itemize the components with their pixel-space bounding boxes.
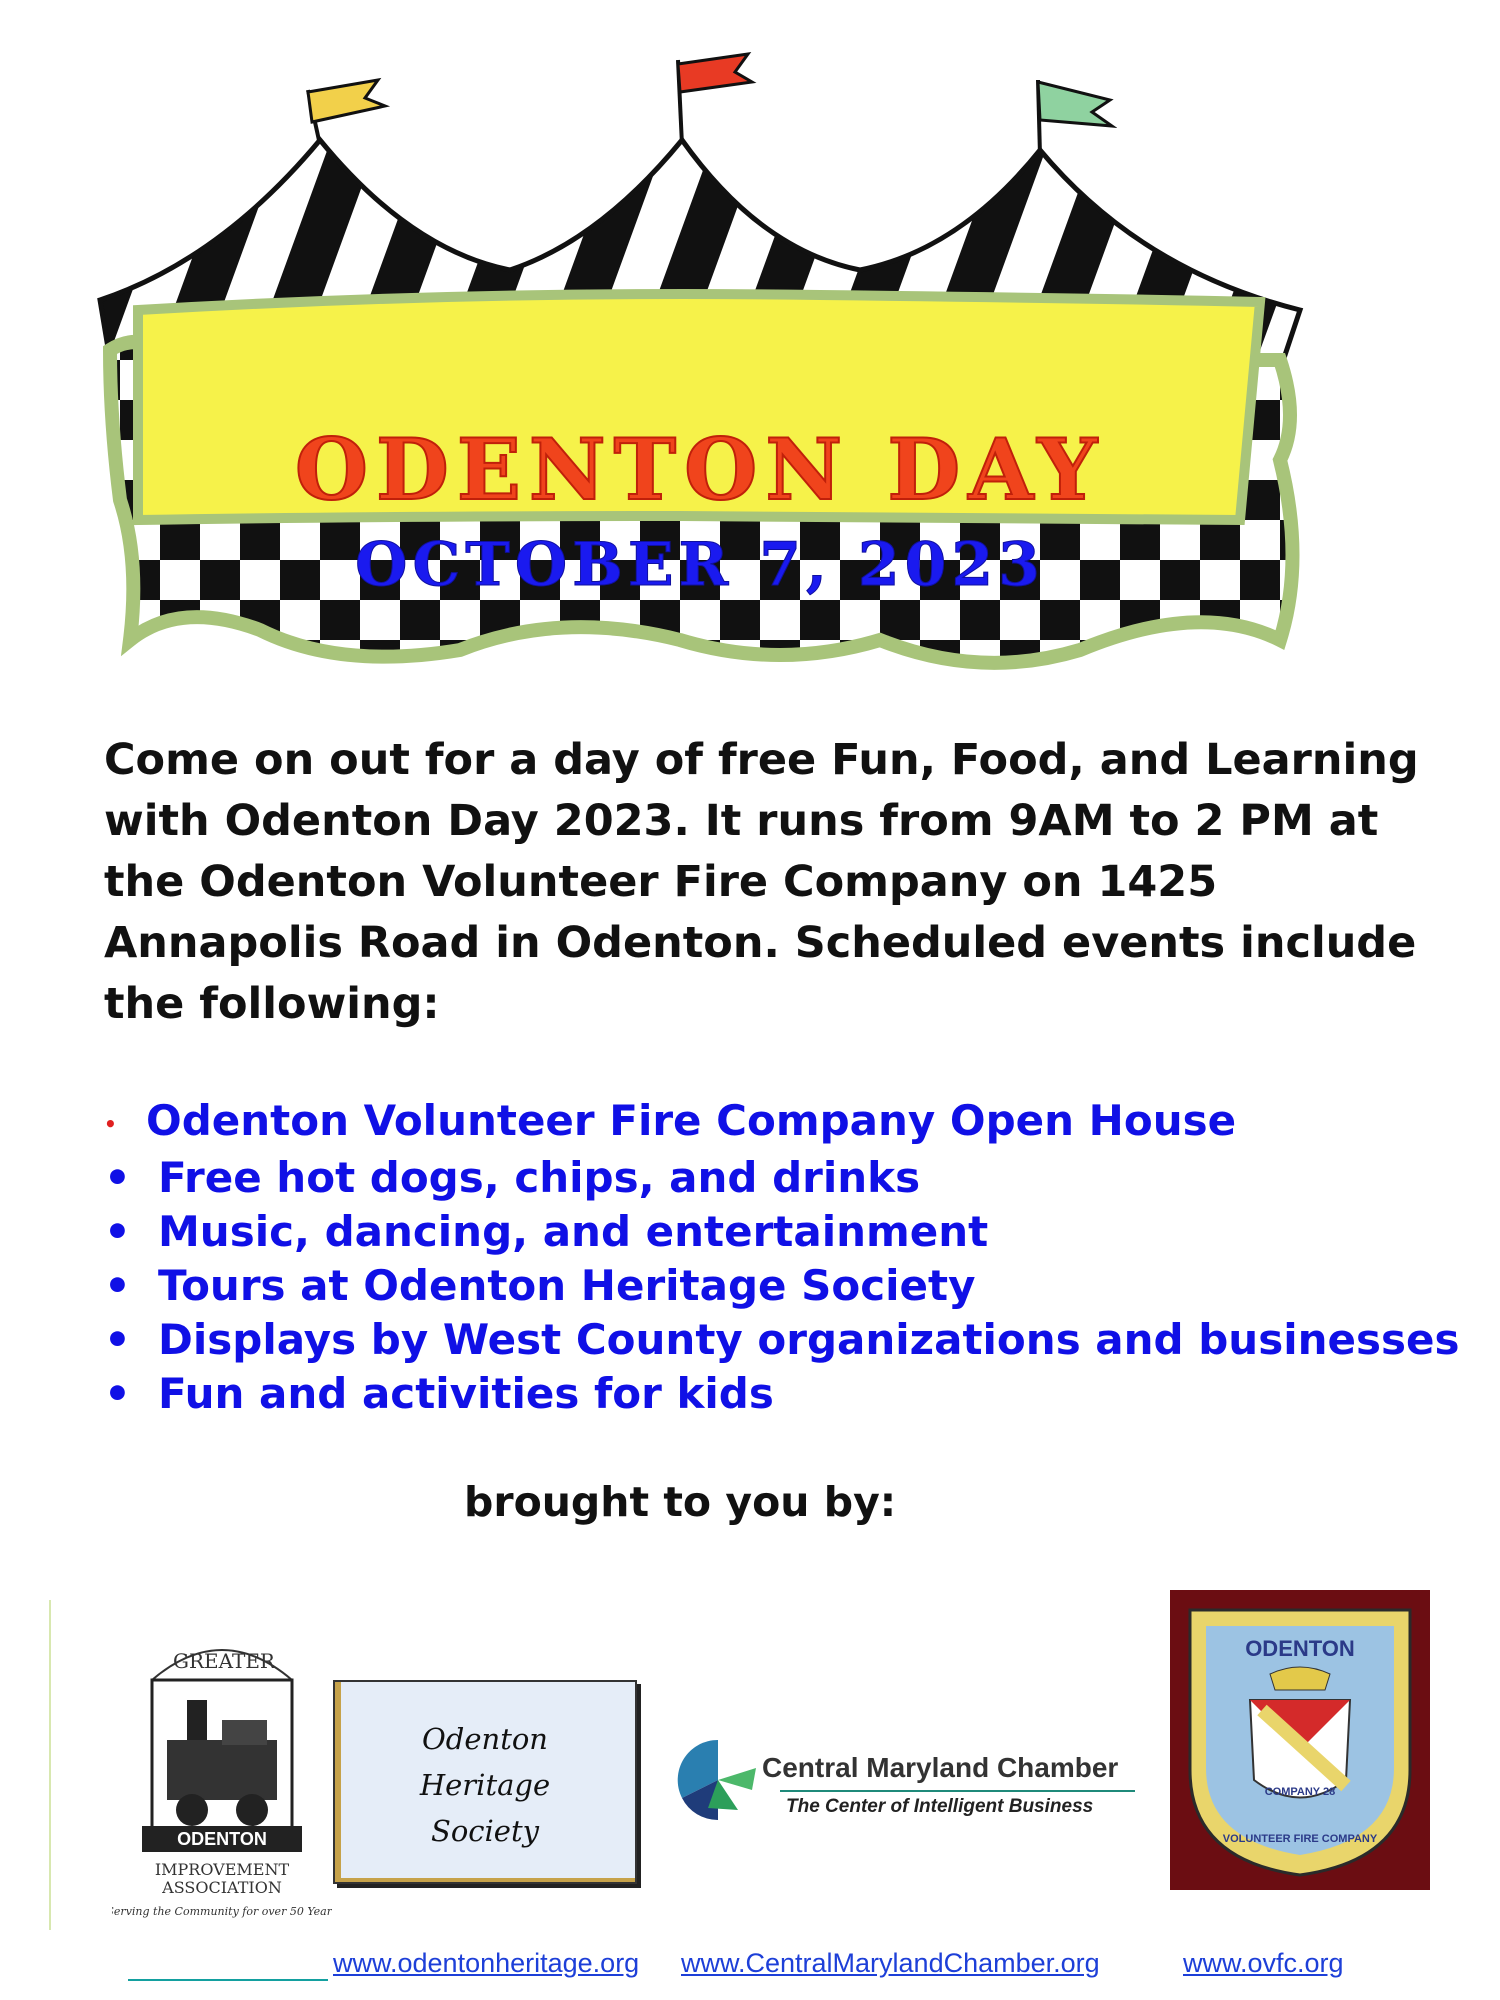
chamber-tagline: The Center of Intelligent Business <box>786 1796 1094 1817</box>
divider <box>780 1790 1135 1792</box>
sponsors-heading: brought to you by: <box>464 1478 897 1526</box>
list-item: • Music, dancing, and entertainment <box>104 1205 1424 1259</box>
green-flag <box>1038 82 1112 126</box>
bullet-icon: • <box>104 1260 131 1310</box>
list-item: • Fun and activities for kids <box>104 1367 1424 1421</box>
bullet-icon: • <box>104 1152 131 1202</box>
intro-paragraph: Come on out for a day of free Fun, Food, and Learning with Odenton Day 2023. It runs from 9AM to 2 PM at the Odenton Volunteer Fire Company on 1425 Annapolis Road in Odenton. Scheduled events include the following: <box>104 735 1419 1029</box>
ohs-line: Society <box>430 1814 540 1848</box>
link-odenton-heritage[interactable]: www.odentonheritage.org <box>333 1948 640 1978</box>
train-icon <box>112 1630 332 1930</box>
heritage-society-logo <box>333 1680 637 1884</box>
svg-text:GREATER: GREATER <box>173 1649 275 1673</box>
circus-tent-graphic <box>80 40 1320 680</box>
ohs-line: Odenton <box>422 1722 548 1756</box>
ovfc-patch-logo <box>1170 1590 1430 1890</box>
chamber-logo-icon <box>668 1730 768 1830</box>
bullet-icon: • <box>104 1314 131 1364</box>
svg-text:COMPANY 28: COMPANY 28 <box>1264 1786 1336 1798</box>
divider <box>49 1600 51 1930</box>
bullet-icon: • <box>104 1111 117 1136</box>
event-title: ODENTON DAY <box>294 420 1106 519</box>
svg-text:"Serving the Community for ove: "Serving the Community for over 50 Years" <box>112 1905 332 1918</box>
chamber-name: Central Maryland Chamber <box>762 1752 1119 1783</box>
link-ovfc[interactable]: www.ovfc.org <box>1183 1948 1344 1978</box>
event-date: OCTOBER 7, 2023 <box>355 530 1045 600</box>
divider <box>128 1979 328 1981</box>
red-flag <box>678 54 752 92</box>
svg-text:IMPROVEMENT: IMPROVEMENT <box>154 1860 290 1879</box>
bullet-icon: • <box>104 1368 131 1418</box>
svg-text:ODENTON: ODENTON <box>1245 1636 1355 1661</box>
list-item: • Displays by West County organizations and businesses <box>104 1313 1424 1367</box>
ohs-line: Heritage <box>419 1768 551 1802</box>
events-list <box>104 1094 1460 1421</box>
list-item: • Odenton Volunteer Fire Company Open House <box>104 1094 1424 1151</box>
svg-text:ASSOCIATION: ASSOCIATION <box>162 1878 282 1897</box>
goia-logo <box>112 1630 332 1930</box>
list-item: • Free hot dogs, chips, and drinks <box>104 1151 1424 1205</box>
svg-text:VOLUNTEER FIRE COMPANY: VOLUNTEER FIRE COMPANY <box>1222 1833 1378 1845</box>
yellow-flag <box>308 80 385 122</box>
link-central-maryland-chamber[interactable]: www.CentralMarylandChamber.org <box>681 1948 1100 1978</box>
bullet-icon: • <box>104 1206 131 1256</box>
svg-text:ODENTON: ODENTON <box>177 1829 267 1849</box>
footer-links <box>128 1948 1428 1988</box>
list-item: • Tours at Odenton Heritage Society <box>104 1259 1424 1313</box>
